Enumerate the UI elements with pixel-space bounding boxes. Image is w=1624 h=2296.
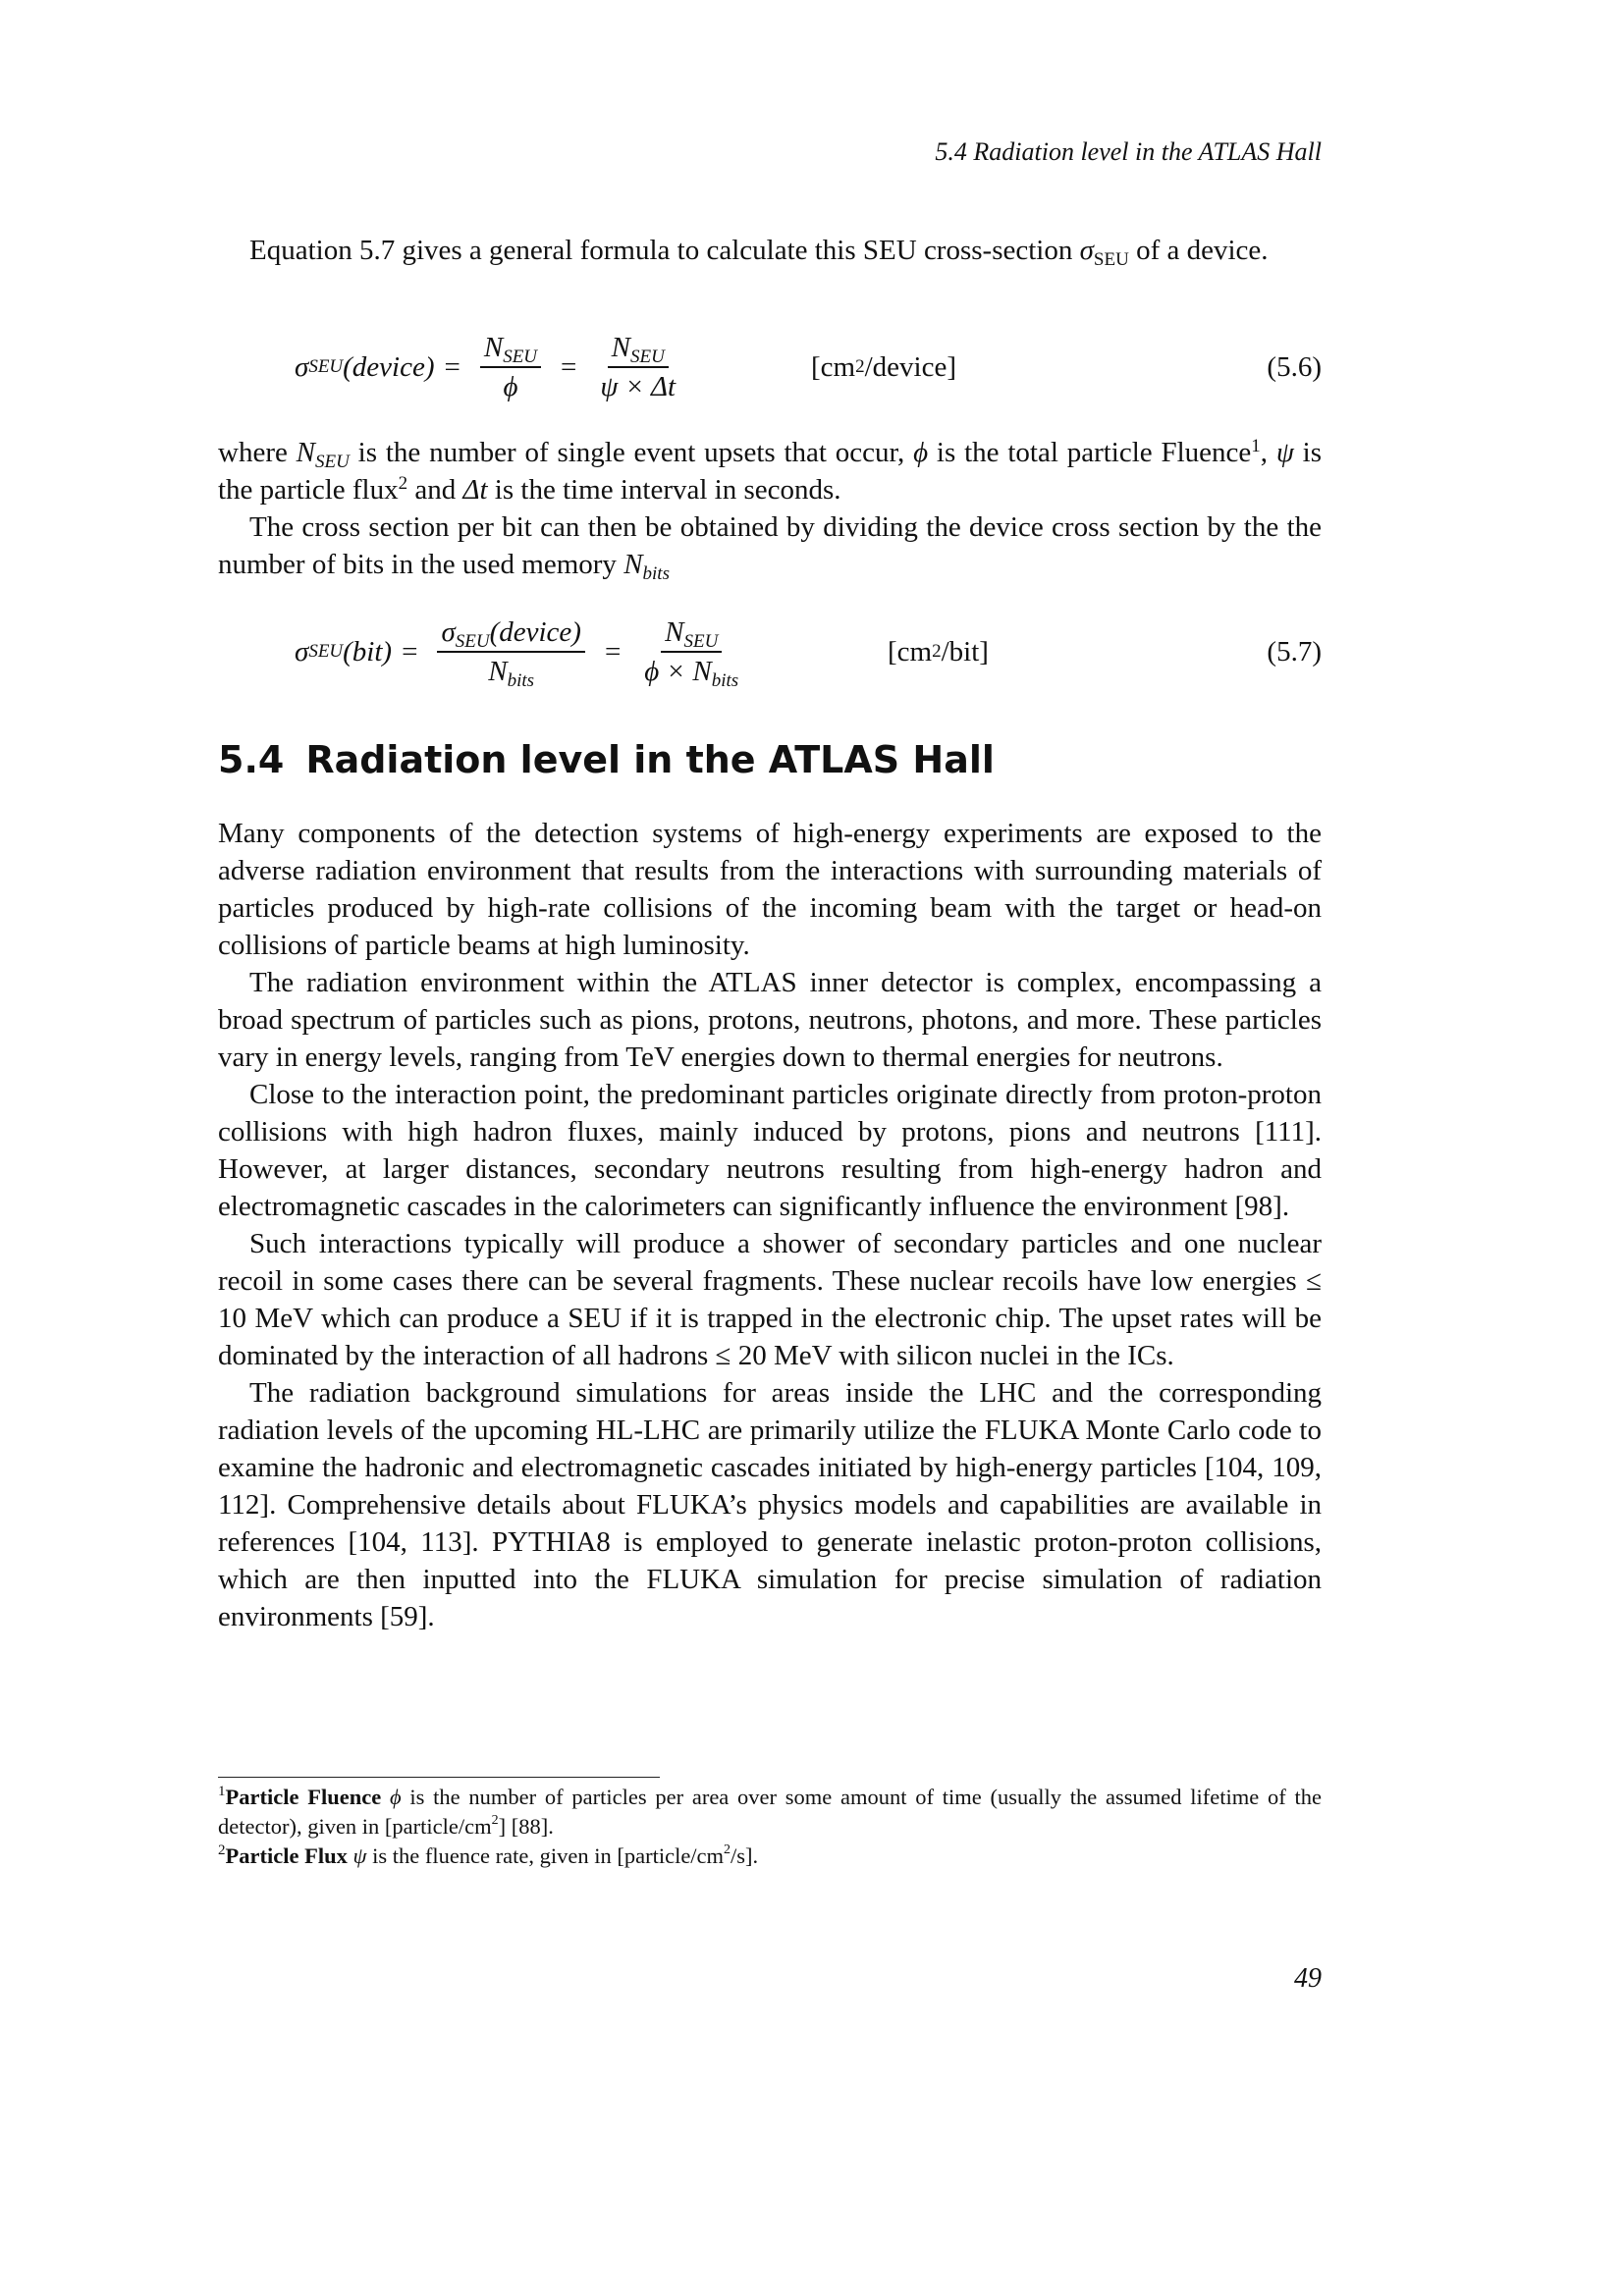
equation-body: σ SEU (device) = $\frac{N_{SEU}}{\phi}$ = $\frac{N_{SEU}}{\psi \times \Delta t}$ [295, 318, 689, 416]
intro-block [218, 232, 1322, 269]
section-heading-block [218, 736, 1322, 783]
fraction: $\frac{\sigma_{SEU}(device)}{N_{bits}}$ [437, 615, 585, 688]
running-head: 5.4 Radiation level in the ATLAS Hall [935, 137, 1322, 166]
where-paragraph: where $N_{SEU}$ is the number of single event upsets that occur, ϕ is the total particle Fluence$^1$, ψ is the particle flux$^2$ and Δt is the time interval in seconds. [218, 436, 1323, 506]
cross-section-paragraph: The cross section per bit can then be obtained by dividing the device cross section by the the number of bits in the used memory $N_{bits}$ [218, 511, 1322, 584]
intro-paragraph: Equation 5.7 gives a general formula to calculate this SEU cross-section $\sigma_{SEU}$ of a device. [249, 235, 1269, 270]
section-paragraph-5: The radiation background simulations for areas inside the LHC and the corresponding radiation levels of the upcoming HL-LHC are primarily utilize the FLUKA Monte Carlo code to examine the hadronic and electromagnetic cascades initiated by high-energy particles [104, 109, 112]. Comprehensive details about FLUKA’s physics models and capabilities are available in references [104, 113]. PYTHIA8 is employed to generate inelastic proton-proton collisions, which are then inputted into the FLUKA simulation for precise simulation of radiation environments [59]. [218, 1377, 1322, 1632]
section-paragraph-4: Such interactions typically will produce a shower of secondary particles and one nuclear recoil in some cases there can be several fragments. These nuclear recoils have low energies ≤ 10 MeV which can produce a SEU if it is trapped in the electronic chip. The upset rates will be dominated by the interaction of all hadrons ≤ 20 MeV with silicon nuclei in the ICs. [218, 1228, 1322, 1371]
section-paragraph-2: The radiation environment within the ATLAS inner detector is complex, encompassing a broad spectrum of particles such as pions, protons, neutrons, photons, and more. These particles vary in energy levels, ranging from TeV energies down to thermal energies for neutrons. [218, 967, 1322, 1073]
footnote-2: $^2$Particle Flux ψ is the fluence rate, given in $[particle/cm^2/s]$. [218, 1842, 759, 1868]
definitions-block [218, 434, 1322, 583]
equation-5-7 [218, 603, 1322, 701]
footnotes [218, 1783, 1322, 1871]
fraction: $\frac{N_{SEU}}{\phi}$ [480, 331, 541, 403]
equation-number: (5.7) [1267, 635, 1322, 667]
page-number: 49 [1294, 1963, 1322, 1994]
section-heading: 5.4 Radiation level in the ATLAS Hall [218, 738, 995, 781]
fraction: $\frac{N_{SEU}}{\phi \times N_{bits}}$ [644, 616, 739, 691]
equation-5-6 [218, 318, 1322, 416]
section-body [218, 815, 1322, 1635]
section-paragraph-1: Many components of the detection systems of high-energy experiments are exposed to the adverse radiation environment that results from the interactions with surrounding materials of particles produced by high-rate collisions of the incoming beam with the target or head-on collisions of particle beams at high luminosity. [218, 818, 1322, 961]
equation-body: σ SEU (bit) = $\frac{\sigma_{SEU}(device)}{N_{bits}}$ = $\frac{N_{SEU}}{\phi \times N_{bits}}$ [295, 603, 752, 701]
fraction: $\frac{N_{SEU}}{\psi \times \Delta t}$ [600, 332, 677, 402]
section-paragraph-3: Close to the interaction point, the predominant particles originate directly from proton-proton collisions with high hadron fluxes, mainly induced by protons, pions and neutrons [111]. However, at larger distances, secondary neutrons resulting from high-energy hadron and electromagnetic cascades in the calorimeters can significantly influence the environment [98]. [218, 1079, 1322, 1222]
footnote-1: $^1$Particle Fluence ϕ is the number of particles per area over some amount of time (usually the assumed lifetime of the detector), given in $[particle/cm^2]$ [88]. [218, 1784, 1323, 1839]
equation-unit: [cm 2 /bit] [888, 635, 989, 667]
footnote-rule [218, 1777, 660, 1778]
equation-unit: [cm 2 /device] [811, 350, 956, 383]
equation-number: (5.6) [1267, 350, 1322, 383]
